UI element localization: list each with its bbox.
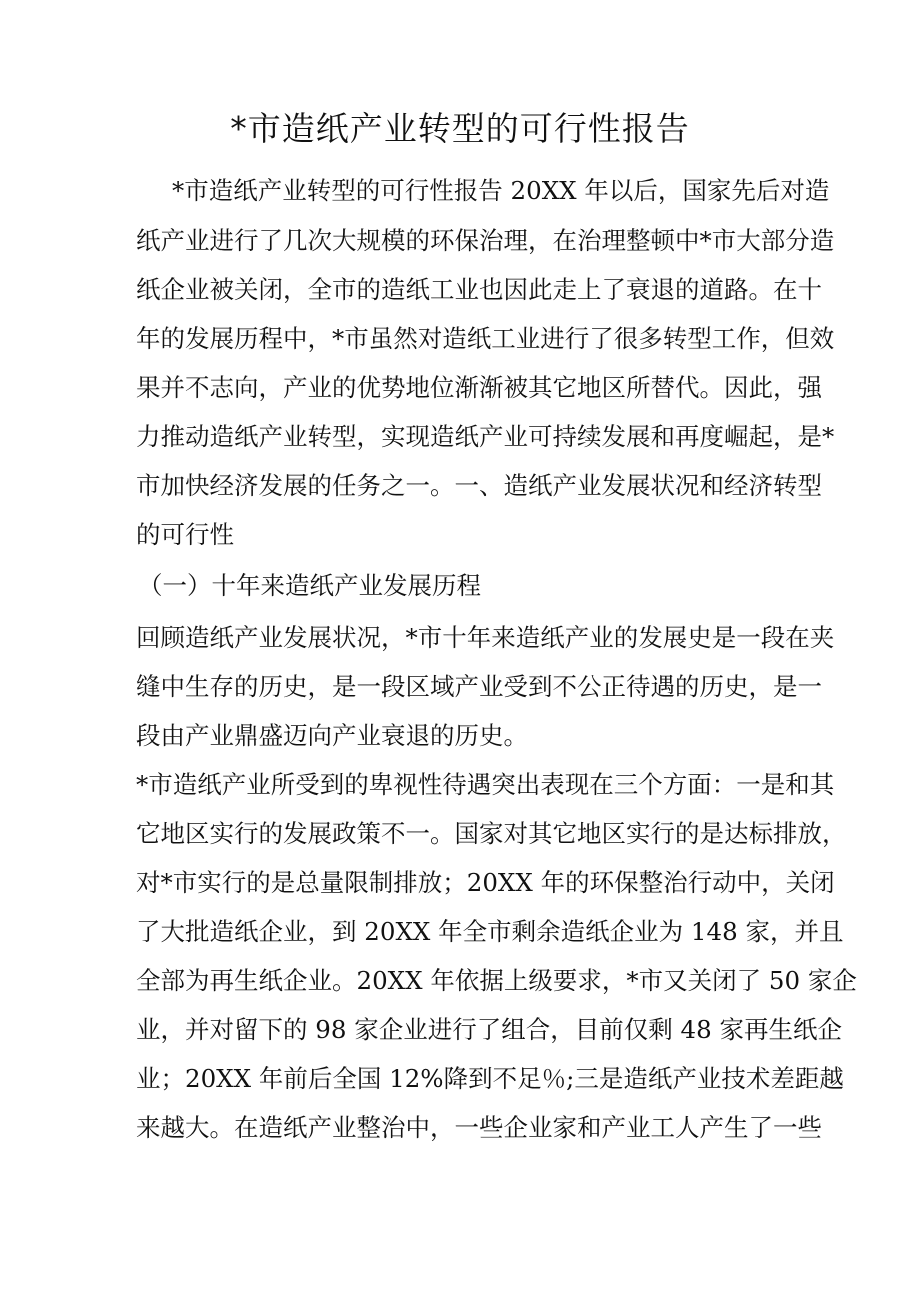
paragraph-line: *市造纸产业所受到的卑视性待遇突出表现在三个方面：一是和其 <box>136 770 835 799</box>
section-heading: （一）十年来造纸产业发展历程 <box>138 571 481 600</box>
paragraph-line: 段由产业鼎盛迈向产业衰退的历史。 <box>136 721 528 750</box>
paragraph-line: 全部为再生纸企业。20XX 年依据上级要求，*市又关闭了 50 家企 <box>136 966 857 995</box>
paragraph-line: 对*市实行的是总量限制排放；20XX 年的环保整治行动中，关闭 <box>136 868 835 897</box>
document-title: *市造纸产业转型的可行性报告 <box>230 109 690 148</box>
paragraph-line: 果并不志向，产业的优势地位渐渐被其它地区所替代。因此，强 <box>136 373 822 402</box>
paragraph-line: 纸产业进行了几次大规模的环保治理，在治理整顿中*市大部分造 <box>136 226 835 255</box>
paragraph-line: 来越大。在造纸产业整治中，一些企业家和产业工人产生了一些 <box>136 1113 822 1142</box>
paragraph-line: 年的发展历程中，*市虽然对造纸工业进行了很多转型工作，但效 <box>136 324 835 353</box>
paragraph-line: *市造纸产业转型的可行性报告 20XX 年以后，国家先后对造 <box>172 176 830 205</box>
paragraph-line: 它地区实行的发展政策不一。国家对其它地区实行的是达标排放， <box>136 819 847 848</box>
paragraph-line: 缝中生存的历史，是一段区域产业受到不公正待遇的历史，是一 <box>136 672 822 701</box>
paragraph-line: 回顾造纸产业发展状况，*市十年来造纸产业的发展史是一段在夹 <box>136 623 835 652</box>
paragraph-line: 了大批造纸企业，到 20XX 年全市剩余造纸企业为 148 家，并且 <box>136 917 844 946</box>
paragraph-line: 业；20XX 年前后全国 12%降到不足％;三是造纸产业技术差距越 <box>136 1064 844 1093</box>
paragraph-line: 的可行性 <box>136 520 234 549</box>
paragraph-line: 市加快经济发展的任务之一。一、造纸产业发展状况和经济转型 <box>136 471 822 500</box>
paragraph-line: 力推动造纸产业转型，实现造纸产业可持续发展和再度崛起，是* <box>136 422 835 451</box>
paragraph-line: 纸企业被关闭，全市的造纸工业也因此走上了衰退的道路。在十 <box>136 275 822 304</box>
paragraph-line: 业，并对留下的 98 家企业进行了组合，目前仅剩 48 家再生纸企 <box>136 1015 842 1044</box>
